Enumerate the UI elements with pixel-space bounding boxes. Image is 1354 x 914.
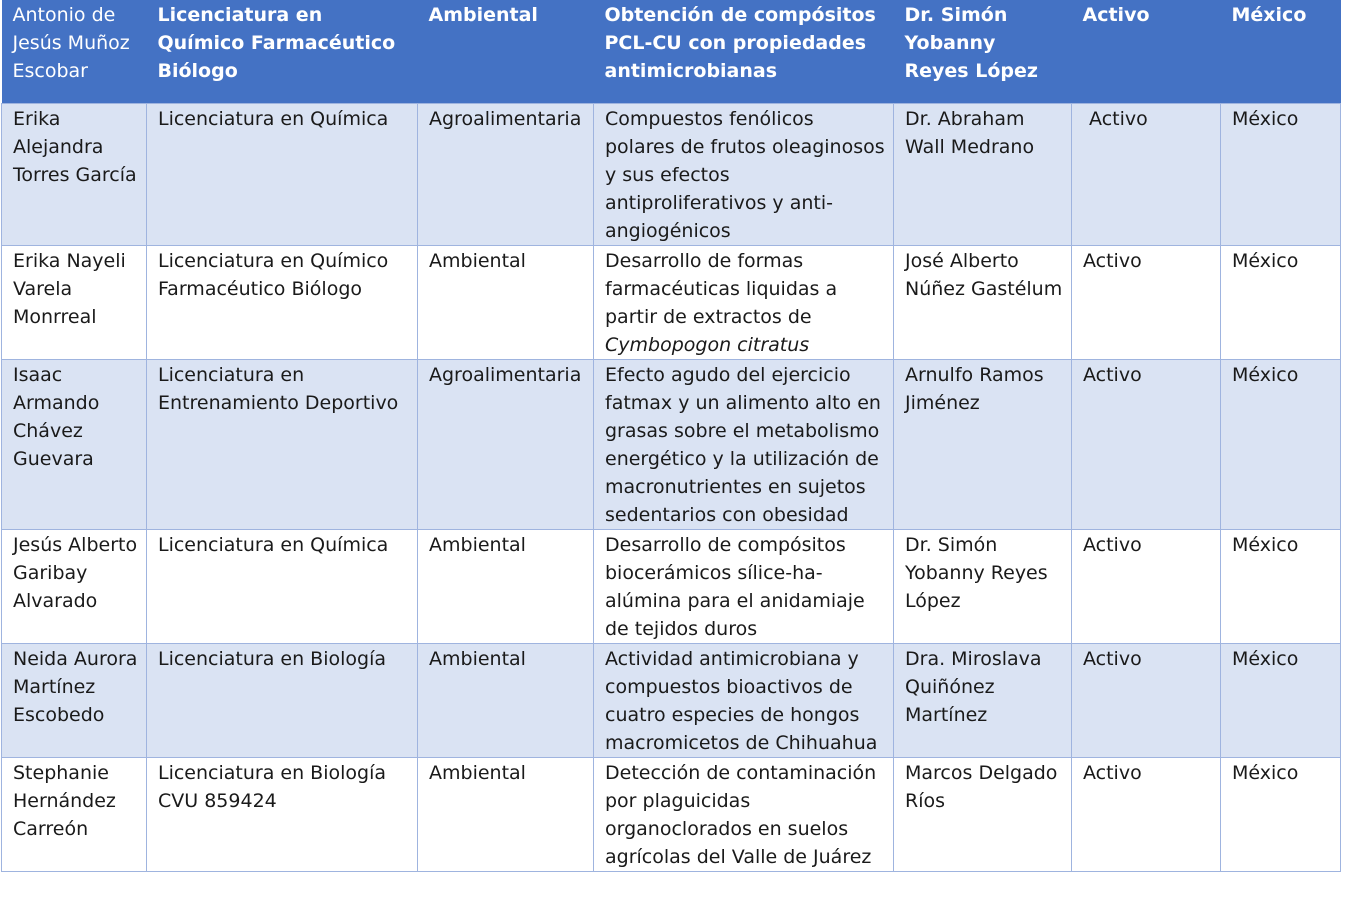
- header-program: Licenciatura en Químico Farmacéutico Biólogo: [147, 0, 418, 104]
- project-text: Compuestos fenólicos polares de frutos oleaginosos y sus efectos antiproliferativos y anti-angiogénicos: [605, 108, 885, 242]
- cell-project: [594, 246, 894, 360]
- cell-name: Stephanie Hernández Carreón: [2, 758, 147, 872]
- cell-area: Ambiental: [418, 530, 594, 644]
- cell-name: Jesús Alberto Garibay Alvarado: [2, 530, 147, 644]
- cell-project: [594, 104, 894, 246]
- project-text: Desarrollo de compósitos biocerámicos sílice-ha-alúmina para el anidamiaje de tejidos duros: [605, 534, 865, 640]
- cell-program: Licenciatura en Biología: [147, 644, 418, 758]
- cell-status: Activo: [1072, 246, 1221, 360]
- project-text: Detección de contaminación por plaguicidas organoclorados en suelos agrícolas del Valle de Juárez: [605, 762, 877, 868]
- cell-area: Ambiental: [418, 758, 594, 872]
- cell-country: México: [1221, 104, 1341, 246]
- table-row: [2, 758, 1341, 872]
- cell-country: México: [1221, 758, 1341, 872]
- cell-status: Activo: [1072, 104, 1221, 246]
- cell-advisor: Arnulfo Ramos Jiménez: [894, 360, 1072, 530]
- header-status: Activo: [1072, 0, 1221, 104]
- cell-name: Isaac Armando Chávez Guevara: [2, 360, 147, 530]
- cell-name: Erika Alejandra Torres García: [2, 104, 147, 246]
- species-name: Cymbopogon citratus: [605, 334, 810, 356]
- table-row: [2, 246, 1341, 360]
- cell-status: Activo: [1072, 530, 1221, 644]
- cell-country: México: [1221, 644, 1341, 758]
- cell-project: [594, 644, 894, 758]
- cell-advisor: José Alberto Núñez Gastélum: [894, 246, 1072, 360]
- cell-program: Licenciatura en Química: [147, 104, 418, 246]
- cell-area: Ambiental: [418, 644, 594, 758]
- students-table: [1, 0, 1341, 872]
- header-country: México: [1221, 0, 1341, 104]
- cell-project: [594, 530, 894, 644]
- cell-status: Activo: [1072, 758, 1221, 872]
- cell-status: Activo: [1072, 644, 1221, 758]
- header-advisor: Dr. Simón Yobanny Reyes López: [894, 0, 1072, 104]
- cell-area: Agroalimentaria: [418, 360, 594, 530]
- header-row: [2, 0, 1341, 104]
- cell-advisor: Dr. Simón Yobanny Reyes López: [894, 530, 1072, 644]
- cell-area: Ambiental: [418, 246, 594, 360]
- table-row: [2, 530, 1341, 644]
- cell-country: México: [1221, 530, 1341, 644]
- cell-advisor: Dra. Miroslava Quiñónez Martínez: [894, 644, 1072, 758]
- cell-program: Licenciatura en Entrenamiento Deportivo: [147, 360, 418, 530]
- cell-name: Neida Aurora Martínez Escobedo: [2, 644, 147, 758]
- table-row: [2, 360, 1341, 530]
- table-row: [2, 104, 1341, 246]
- project-text: Actividad antimicrobiana y compuestos bioactivos de cuatro especies de hongos macromicetos de Chihuahua: [605, 648, 878, 754]
- table-row: [2, 644, 1341, 758]
- cell-program: Licenciatura en Químico Farmacéutico Biólogo: [147, 246, 418, 360]
- cell-advisor: Marcos Delgado Ríos: [894, 758, 1072, 872]
- project-text: Efecto agudo del ejercicio fatmax y un alimento alto en grasas sobre el metabolismo energético y la utilización de macronutrientes en sujetos sedentarios con obesidad: [605, 364, 881, 526]
- cell-country: México: [1221, 246, 1341, 360]
- header-area: Ambiental: [418, 0, 594, 104]
- cell-country: México: [1221, 360, 1341, 530]
- cell-name: Erika Nayeli Varela Monrreal: [2, 246, 147, 360]
- cell-project: [594, 758, 894, 872]
- header-project: Obtención de compósitos PCL-CU con propiedades antimicrobianas: [594, 0, 894, 104]
- cell-status: Activo: [1072, 360, 1221, 530]
- cell-area: Agroalimentaria: [418, 104, 594, 246]
- cell-program: Licenciatura en Química: [147, 530, 418, 644]
- cell-project: [594, 360, 894, 530]
- project-text: Desarrollo de formas farmacéuticas liquidas a partir de extractos de: [605, 250, 838, 328]
- cell-program: Licenciatura en Biología CVU 859424: [147, 758, 418, 872]
- header-name: Antonio de Jesús Muñoz Escobar: [2, 0, 147, 104]
- cell-advisor: Dr. Abraham Wall Medrano: [894, 104, 1072, 246]
